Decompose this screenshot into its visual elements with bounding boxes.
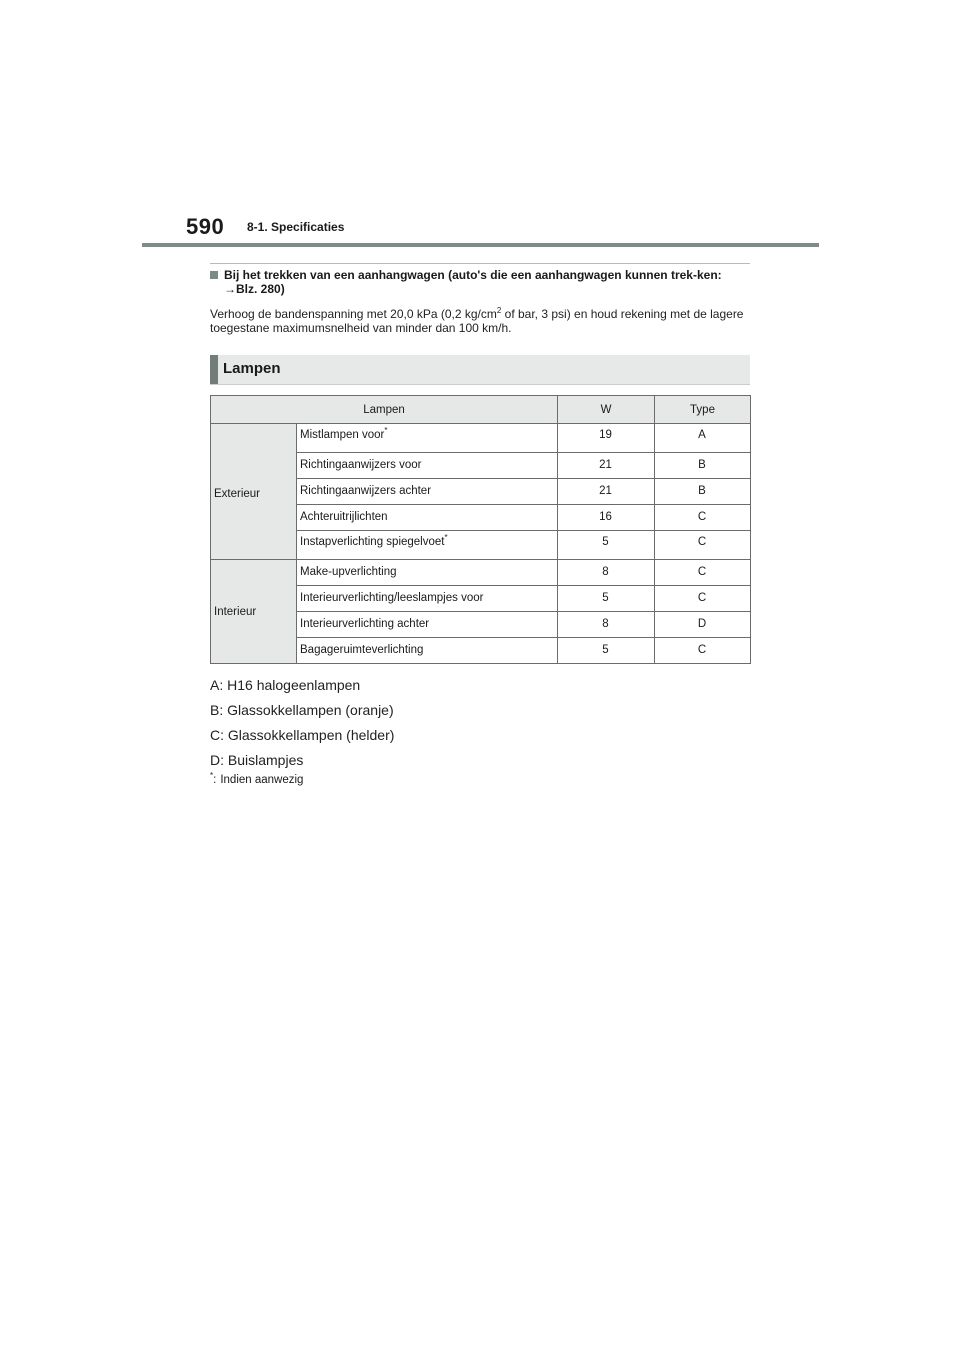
- footnote-separator: :: [213, 774, 217, 786]
- lamp-watt: 5: [558, 531, 655, 560]
- page-content: [210, 263, 750, 786]
- paragraph-text-start: Verhoog de bandenspanning met 20,0 kPa (0,2 kg/cm: [210, 307, 497, 321]
- footnote-marker: *: [384, 426, 388, 436]
- lamp-type: D: [655, 612, 751, 638]
- lamp-type: A: [655, 424, 751, 453]
- paragraph-text-end: of bar, 3 psi) en houd rekening met de lagere toegestane maximumsnelheid van minder dan 100 km/h.: [210, 307, 744, 335]
- lamp-name: [297, 424, 558, 453]
- column-header-lamps: Lampen: [211, 396, 558, 424]
- lamp-type: C: [655, 586, 751, 612]
- lamp-watt: 16: [558, 505, 655, 531]
- arrow-right-icon: →: [224, 282, 236, 296]
- table-row: [211, 424, 751, 453]
- topic-text: [224, 268, 750, 296]
- section-title: 8-1. Specificaties: [247, 220, 345, 234]
- lamp-spec-table: [210, 395, 751, 664]
- group-label-interior: Interieur: [211, 560, 297, 664]
- lamp-watt: 19: [558, 424, 655, 453]
- lamp-label: Instapverlichting spiegelvoet: [300, 536, 445, 548]
- lamp-watt: 5: [558, 638, 655, 664]
- topic-rule: [210, 263, 750, 264]
- footnote-marker: *: [444, 533, 448, 543]
- lamp-watt: 21: [558, 479, 655, 505]
- footnote: [210, 771, 750, 786]
- tire-pressure-paragraph: [210, 307, 750, 335]
- lamp-name: Bagageruimteverlichting: [297, 638, 558, 664]
- topic-heading: [210, 268, 750, 296]
- lamp-name: Make-upverlichting: [297, 560, 558, 586]
- lamp-name: Interieurverlichting/leeslampjes voor: [297, 586, 558, 612]
- square-bullet-icon: [210, 271, 218, 279]
- lamp-name: Interieurverlichting achter: [297, 612, 558, 638]
- lamp-watt: 8: [558, 560, 655, 586]
- lamp-type: C: [655, 638, 751, 664]
- lamp-label: Mistlampen voor: [300, 429, 385, 441]
- lamp-name: Richtingaanwijzers achter: [297, 479, 558, 505]
- header-rule: [142, 243, 819, 247]
- legend-item: D: Buislampjes: [210, 752, 304, 768]
- footnote-text: Indien aanwezig: [220, 774, 304, 786]
- lamp-type: C: [655, 531, 751, 560]
- page-number: 590: [186, 214, 225, 239]
- lamp-name: Achteruitrijlichten: [297, 505, 558, 531]
- type-legend: [210, 673, 750, 773]
- legend-item: A: H16 halogeenlampen: [210, 677, 361, 693]
- legend-item: B: Glassokkellampen (oranje): [210, 702, 394, 718]
- lamp-watt: 5: [558, 586, 655, 612]
- lamp-name: [297, 531, 558, 560]
- heading-accent: [210, 355, 218, 384]
- section-heading: Lampen: [223, 360, 281, 377]
- table-header-row: [211, 396, 751, 424]
- lamp-watt: 8: [558, 612, 655, 638]
- lamp-watt: 21: [558, 453, 655, 479]
- topic-title: Bij het trekken van een aanhangwagen (auto's die een aanhangwagen kunnen trek-ken:: [224, 268, 722, 282]
- legend-item: C: Glassokkellampen (helder): [210, 727, 395, 743]
- superscript: 2: [496, 306, 502, 315]
- table-row: [211, 560, 751, 586]
- group-label-exterior: Exterieur: [211, 424, 297, 560]
- footnote-mark: *: [210, 771, 214, 781]
- lamp-type: B: [655, 479, 751, 505]
- column-header-type: Type: [655, 396, 751, 424]
- lamp-type: C: [655, 505, 751, 531]
- column-header-watt: W: [558, 396, 655, 424]
- lamp-type: B: [655, 453, 751, 479]
- lamp-name: Richtingaanwijzers voor: [297, 453, 558, 479]
- topic-page-ref: Blz. 280): [236, 282, 285, 296]
- lamp-type: C: [655, 560, 751, 586]
- section-heading-bar: [210, 355, 750, 385]
